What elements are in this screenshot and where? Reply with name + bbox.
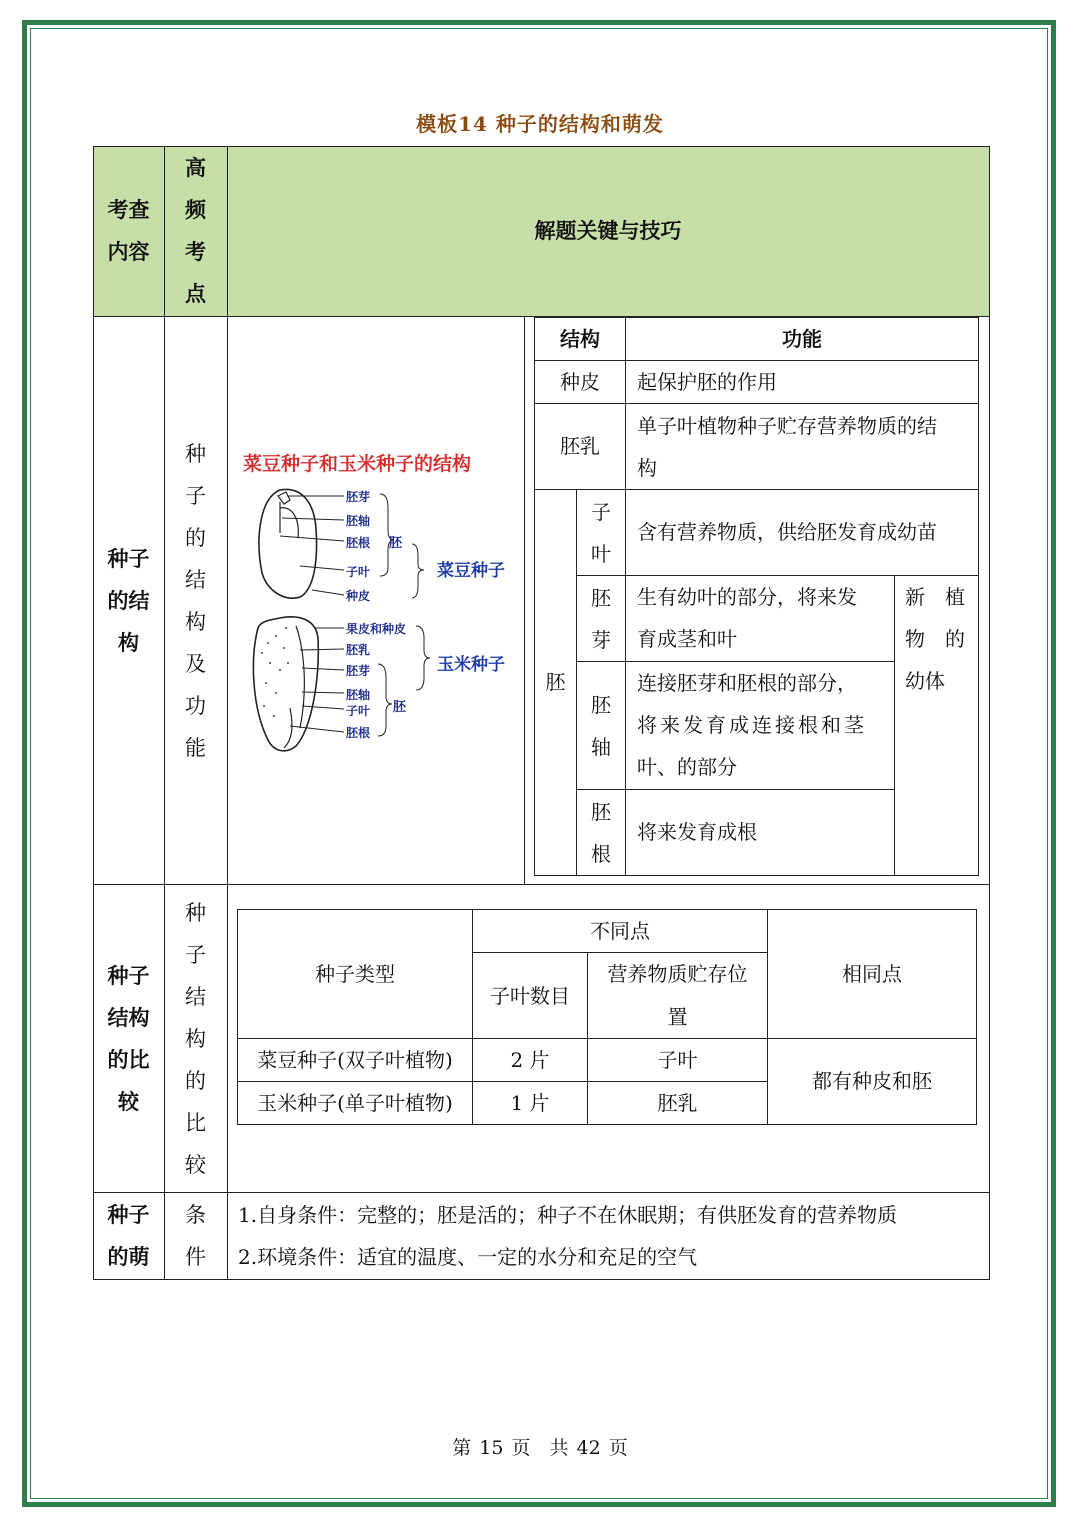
bean-label-embryo: 胚 (389, 536, 403, 551)
inner-head-structure: 结构 (560, 327, 600, 351)
compare-table-line (237, 1124, 977, 1125)
compare-head-cotyledon-count: 子叶数目 (490, 984, 570, 1008)
plumule-function-l1: 生有幼叶的部分，将来发 (637, 585, 857, 609)
compare-row-bean-type: 菜豆种子(双子叶植物) (257, 1048, 453, 1072)
compare-head-differences: 不同点 (590, 919, 650, 943)
germination-line2: 2.环境条件：适宜的温度、一定的水分和充足的空气 (238, 1245, 698, 1269)
corn-seed-name: 玉米种子 (437, 655, 505, 675)
corn-label-radicle: 胚根 (346, 726, 371, 740)
corn-radicle (284, 708, 292, 748)
seed-coat-function: 起保护胚的作用 (637, 370, 777, 394)
compare-head-seed-type: 种子类型 (315, 962, 395, 986)
row1-point: 种 子 的 结 构 及 功 能 (185, 441, 206, 760)
corn-endosperm-edge (296, 626, 304, 728)
compare-head-storage-l2: 置 (667, 1005, 688, 1029)
leader-line (290, 726, 344, 732)
embryo-label: 胚 (545, 670, 566, 694)
hypocotyl-function-l1: 连接胚芽和胚根的部分， (637, 671, 857, 695)
plumule-name: 胚 芽 (591, 585, 611, 652)
corn-label-endosperm: 胚乳 (346, 643, 371, 657)
cotyledon-function: 含有营养物质，供给胚发育成幼苗 (637, 520, 937, 544)
plumule-function-l2: 育成茎和叶 (637, 627, 737, 651)
radicle-name: 胚 根 (591, 799, 611, 866)
bean-label-radicle: 胚根 (346, 536, 371, 550)
bean-cotyledon-edge (280, 508, 298, 538)
leader-line (300, 566, 344, 570)
endosperm-function-l1: 单子叶植物种子贮存营养物质的结 (637, 414, 937, 438)
corn-label-embryo: 胚 (393, 700, 407, 715)
table-border-right (989, 146, 990, 1280)
hypocotyl-function-l3: 叶、的部分 (637, 755, 737, 779)
seed-coat-name: 种皮 (560, 370, 600, 394)
compare-head-storage-l1: 营养物质贮存位 (607, 962, 748, 986)
leader-line (280, 536, 344, 541)
endosperm-function-l2: 构 (637, 456, 657, 480)
bean-seed-name: 菜豆种子 (437, 561, 505, 581)
header-key-techniques: 解题关键与技巧 (534, 218, 682, 243)
inner-table-line (534, 403, 979, 404)
corn-label-cotyledon: 子叶 (346, 704, 371, 718)
corn-embryo-brace (378, 664, 392, 736)
compare-head-similarities: 相同点 (842, 962, 902, 986)
bean-label-cotyledon: 子叶 (346, 565, 371, 579)
figure-caption: 菜豆种子和玉米种子的结构 (243, 453, 472, 475)
radicle-function: 将来发育成根 (637, 820, 757, 844)
inner-table-line (978, 317, 979, 876)
compare-table-line (976, 909, 977, 1125)
corn-label-hypocotyl: 胚轴 (346, 688, 371, 702)
page-total: 42 (576, 1437, 601, 1459)
bean-seed-brace (412, 544, 424, 598)
corn-endosperm-dots (261, 627, 289, 717)
row2-point: 种 子 结 构 的 比 较 (185, 900, 206, 1177)
bean-seed-outline (259, 489, 317, 598)
header-frequent-points: 高 频 考 点 (185, 155, 206, 306)
corn-seed-outline (253, 617, 318, 751)
row1-content: 种子 的结 构 (107, 545, 150, 655)
page-title: 模板14 种子的结构和萌发 (416, 112, 664, 136)
table-line (227, 146, 228, 1280)
bean-label-plumule: 胚芽 (346, 490, 371, 504)
compare-row-corn-count: 1 片 (510, 1091, 550, 1115)
row3-content: 种子 的萌 (107, 1202, 150, 1269)
leader-line (302, 692, 344, 693)
leader-line (282, 518, 344, 520)
inner-table-line (534, 875, 979, 876)
endosperm-name: 胚乳 (560, 434, 600, 458)
compare-row-corn-type: 玉米种子(单子叶植物) (257, 1091, 453, 1115)
corn-label-plumule: 胚芽 (346, 664, 371, 678)
bean-label-hypocotyl: 胚轴 (346, 514, 371, 528)
young-plant-l2: 物 的 (905, 627, 965, 651)
row2-content: 种子 结构 的比 较 (107, 962, 150, 1114)
compare-row-bean-count: 2 片 (510, 1048, 550, 1072)
figure-divider (524, 317, 525, 884)
cotyledon-name: 子 叶 (591, 499, 611, 566)
leader-line (302, 668, 344, 670)
leader-line (300, 649, 344, 650)
hypocotyl-name: 胚 轴 (591, 692, 611, 759)
corn-label-pericarp: 果皮和种皮 (346, 622, 407, 636)
compare-common: 都有种皮和胚 (812, 1069, 932, 1093)
header-exam-content: 考查 内容 (107, 197, 150, 264)
young-plant-l3: 幼体 (905, 669, 945, 693)
inner-table-line (894, 575, 895, 876)
corn-seed-brace (416, 626, 430, 690)
page-footer: 第 15 页 共 42 页 (452, 1437, 628, 1459)
leader-line (302, 706, 344, 709)
leader-line (312, 590, 344, 595)
young-plant-l1: 新 植 (905, 585, 965, 609)
page-number: 15 (479, 1437, 504, 1459)
inner-head-function: 功能 (782, 327, 822, 351)
bean-label-seed-coat: 种皮 (346, 589, 371, 603)
row3-point: 条 件 (185, 1203, 206, 1269)
compare-row-corn-storage: 胚乳 (657, 1091, 698, 1115)
germination-line1: 1.自身条件：完整的；胚是活的；种子不在休眠期；有供胚发育的营养物质 (238, 1203, 898, 1227)
compare-row-bean-storage: 子叶 (657, 1048, 698, 1072)
hypocotyl-function-l2: 将来发育成连接根和茎 (637, 713, 867, 737)
inner-table-line (625, 317, 626, 876)
